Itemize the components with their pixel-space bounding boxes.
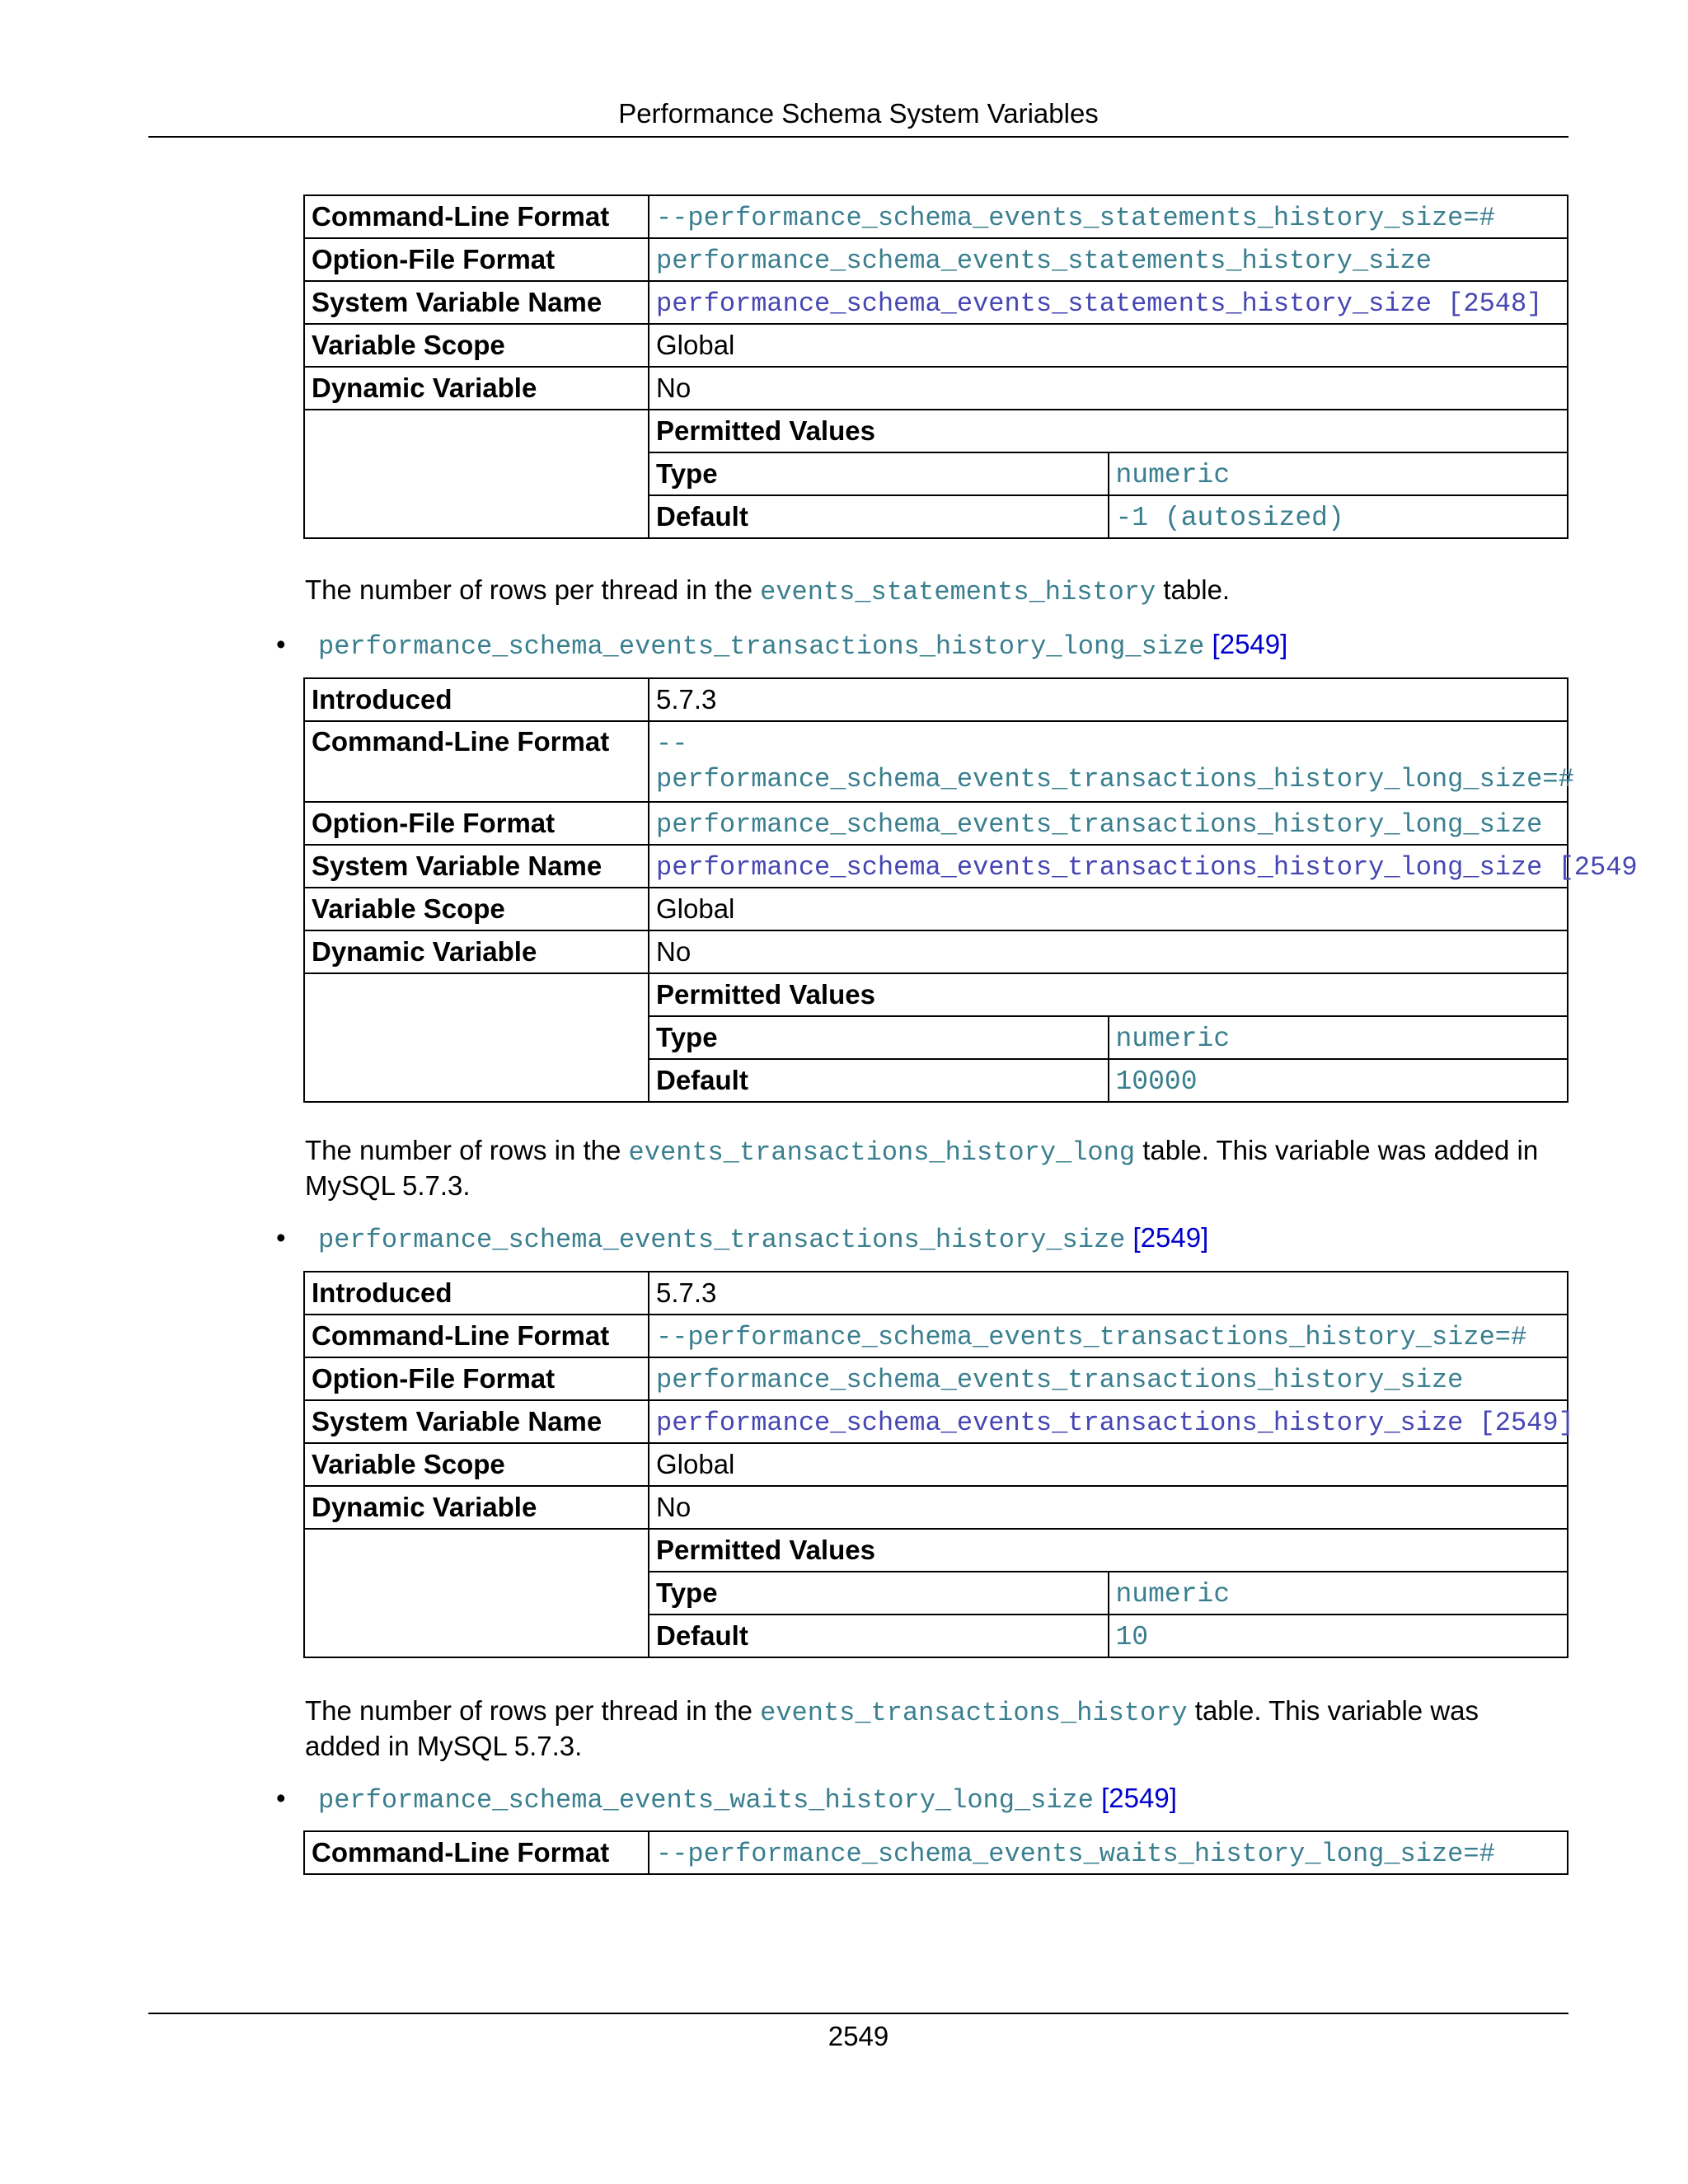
row-value — [649, 1400, 1574, 1443]
permitted-values-heading: Permitted Values — [649, 974, 1567, 1016]
desc-text: MySQL 5.7.3. — [305, 1170, 471, 1201]
page-ref-link[interactable]: [2549] — [1132, 1222, 1209, 1253]
row-label: Command-Line Format — [304, 195, 649, 238]
table-row — [304, 888, 1568, 930]
description-statements-history-size — [305, 574, 1574, 609]
type-value: numeric — [1115, 1579, 1231, 1610]
row-label: Introduced — [304, 1272, 649, 1315]
page-ref: [2549 — [1558, 852, 1638, 883]
value-line: -- — [656, 729, 688, 759]
default-value: 10000 — [1115, 1066, 1198, 1097]
row-value — [649, 1831, 1568, 1874]
permitted-values-table — [649, 1530, 1567, 1657]
row-value — [649, 802, 1568, 845]
table-row — [304, 845, 1568, 888]
empty-cell — [304, 410, 649, 538]
row-label: Command-Line Format — [304, 1315, 649, 1357]
table-name-code: events_transactions_history_long — [628, 1137, 1136, 1168]
type-value-cell — [1109, 1016, 1568, 1059]
row-value — [649, 281, 1568, 324]
variable-table-waits-history-long-size — [303, 1830, 1568, 1875]
row-label: Dynamic Variable — [304, 367, 649, 410]
table-row — [304, 367, 1568, 410]
system-variable-name-value: performance_schema_events_transactions_history_size — [656, 1408, 1464, 1438]
desc-text: table. — [1156, 574, 1231, 605]
system-variable-name-value: performance_schema_events_transactions_history_long_size — [656, 852, 1543, 883]
system-variable-name-link[interactable] — [656, 1408, 1574, 1438]
variable-heading-waits-history-long-size — [318, 1782, 1177, 1817]
row-value — [649, 845, 1638, 888]
row-label: Option-File Format — [304, 1357, 649, 1400]
table-row — [304, 324, 1568, 367]
row-value — [649, 1357, 1568, 1400]
row-label: Variable Scope — [304, 324, 649, 367]
table-row — [304, 1357, 1568, 1400]
page-ref-link[interactable]: [2549] — [1212, 629, 1288, 659]
default-value: 10 — [1115, 1622, 1149, 1652]
description-transactions-history-size — [305, 1694, 1574, 1763]
permitted-values-cell — [649, 410, 1568, 538]
system-variable-name-value: performance_schema_events_statements_history_size — [656, 288, 1432, 319]
table-row — [304, 281, 1568, 324]
desc-text: added in MySQL 5.7.3. — [305, 1731, 583, 1761]
row-value — [649, 1315, 1568, 1357]
table-row — [304, 721, 1568, 802]
variable-heading-transactions-history-size — [318, 1221, 1208, 1257]
permitted-values-heading: Permitted Values — [649, 1530, 1567, 1572]
table-row — [304, 1486, 1568, 1529]
row-label: Option-File Format — [304, 802, 649, 845]
page-header: Performance Schema System Variables — [618, 98, 1099, 129]
row-value: Global — [649, 1443, 1568, 1486]
page-ref: [2549] — [1479, 1408, 1574, 1438]
variable-table-transactions-history-size — [303, 1271, 1574, 1658]
empty-cell — [304, 1529, 649, 1657]
default-label: Default — [649, 1059, 1109, 1101]
bullet-icon: • — [276, 1222, 286, 1253]
type-label: Type — [649, 452, 1109, 495]
table-row — [304, 802, 1568, 845]
table-row — [304, 678, 1568, 721]
row-value: Global — [649, 888, 1568, 930]
type-value: numeric — [1115, 1024, 1231, 1054]
permitted-values-heading: Permitted Values — [649, 410, 1567, 452]
row-label: System Variable Name — [304, 281, 649, 324]
default-value: -1 (autosized) — [1115, 503, 1344, 533]
type-label: Type — [649, 1572, 1109, 1615]
desc-text: The number of rows per thread in the — [305, 574, 761, 605]
row-value: No — [649, 930, 1568, 973]
row-value: No — [649, 367, 1568, 410]
option-file-format-value: performance_schema_events_statements_history_size — [656, 246, 1432, 276]
row-label: Introduced — [304, 678, 649, 721]
desc-text: The number of rows per thread in the — [305, 1695, 761, 1726]
page-number: 2549 — [828, 2021, 889, 2051]
system-variable-name-link[interactable] — [656, 852, 1638, 883]
permitted-values-cell — [649, 973, 1568, 1102]
default-label: Default — [649, 495, 1109, 537]
page-ref-link[interactable]: [2549] — [1101, 1783, 1177, 1813]
type-value: numeric — [1115, 460, 1231, 490]
type-label: Type — [649, 1016, 1109, 1059]
table-row — [304, 1443, 1568, 1486]
variable-name-link[interactable]: performance_schema_events_transactions_history_long_size — [318, 631, 1205, 662]
permitted-values-table — [649, 410, 1567, 537]
header-rule — [148, 136, 1568, 138]
empty-cell — [304, 973, 649, 1102]
desc-text: table. This variable was added in — [1135, 1135, 1539, 1165]
default-value-cell — [1109, 495, 1568, 537]
type-value-cell — [1109, 452, 1568, 495]
default-value-cell — [1109, 1615, 1568, 1657]
command-line-format-value — [656, 729, 1574, 794]
bullet-icon: • — [276, 1783, 286, 1813]
command-line-format-value: --performance_schema_events_statements_history_size=# — [656, 203, 1495, 233]
default-label: Default — [649, 1615, 1109, 1657]
variable-table-transactions-history-long-size — [303, 677, 1638, 1103]
row-value: No — [649, 1486, 1568, 1529]
permitted-values-row — [304, 410, 1568, 538]
variable-table-statements-history-size — [303, 194, 1568, 539]
table-row — [304, 195, 1568, 238]
table-row — [304, 1315, 1568, 1357]
type-value-cell — [1109, 1572, 1568, 1615]
variable-name-link[interactable]: performance_schema_events_waits_history_long_size — [318, 1785, 1094, 1816]
row-label: Dynamic Variable — [304, 930, 649, 973]
table-row — [304, 1831, 1568, 1874]
bullet-icon: • — [276, 629, 286, 659]
row-label: Dynamic Variable — [304, 1486, 649, 1529]
row-value — [649, 721, 1574, 802]
row-label: Variable Scope — [304, 1443, 649, 1486]
page-ref: [2548] — [1447, 288, 1543, 319]
row-value — [649, 238, 1568, 281]
table-row — [304, 1272, 1568, 1315]
row-label: Command-Line Format — [304, 721, 649, 802]
table-row — [304, 238, 1568, 281]
row-label: Command-Line Format — [304, 1831, 649, 1874]
option-file-format-value: performance_schema_events_transactions_history_size — [656, 1365, 1464, 1395]
table-name-code: events_statements_history — [760, 577, 1156, 607]
table-row — [304, 1400, 1568, 1443]
row-value: Global — [649, 324, 1568, 367]
permitted-values-cell — [649, 1529, 1568, 1657]
variable-heading-transactions-history-long-size — [318, 628, 1287, 663]
row-value: 5.7.3 — [649, 678, 1568, 721]
row-label: Variable Scope — [304, 888, 649, 930]
permitted-values-row — [304, 1529, 1568, 1657]
footer-rule — [148, 2013, 1568, 2014]
row-value — [649, 195, 1568, 238]
command-line-format-value: --performance_schema_events_waits_history_long_size=# — [656, 1839, 1495, 1869]
row-value: 5.7.3 — [649, 1272, 1568, 1315]
desc-text: The number of rows in the — [305, 1135, 629, 1165]
permitted-values-row — [304, 973, 1568, 1102]
permitted-values-table — [649, 974, 1567, 1101]
desc-text: table. This variable was — [1187, 1695, 1479, 1726]
system-variable-name-link[interactable] — [656, 288, 1542, 319]
command-line-format-value: --performance_schema_events_transactions_history_size=# — [656, 1322, 1527, 1352]
row-label: Option-File Format — [304, 238, 649, 281]
row-label: System Variable Name — [304, 845, 649, 888]
table-row — [304, 930, 1568, 973]
value-line: performance_schema_events_transactions_history_long_size=# — [656, 764, 1574, 794]
option-file-format-value: performance_schema_events_transactions_history_long_size — [656, 809, 1543, 840]
row-label: System Variable Name — [304, 1400, 649, 1443]
table-name-code: events_transactions_history — [760, 1698, 1188, 1728]
variable-name-link[interactable]: performance_schema_events_transactions_history_size — [318, 1225, 1126, 1255]
default-value-cell — [1109, 1059, 1568, 1101]
description-transactions-history-long-size — [305, 1134, 1574, 1202]
